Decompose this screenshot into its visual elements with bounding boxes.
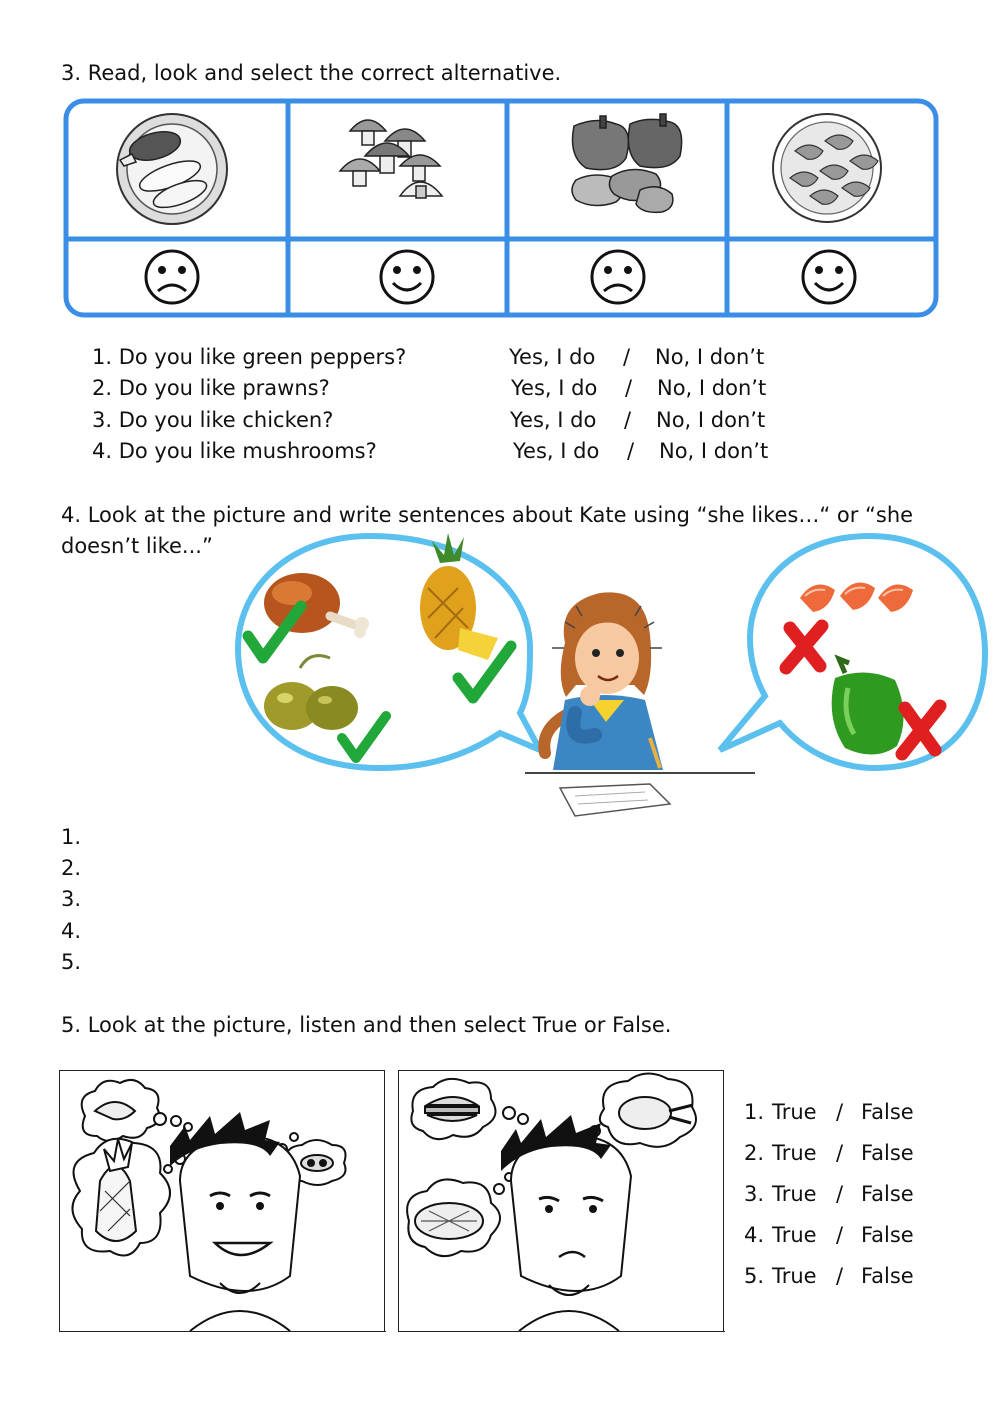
likes-speech-bubble xyxy=(238,536,540,768)
tf-false[interactable]: False xyxy=(861,1223,914,1247)
sad-face-icon xyxy=(592,251,644,303)
answer-separator: / xyxy=(624,408,632,432)
picture-underline xyxy=(398,1331,725,1332)
tf-number: 4. xyxy=(744,1223,765,1247)
prawns-icon xyxy=(800,583,913,612)
tf-true[interactable]: True xyxy=(772,1182,817,1206)
tf-false[interactable]: False xyxy=(861,1264,914,1288)
answer-separator: / xyxy=(627,439,635,463)
answer-number: 1. xyxy=(61,825,82,849)
tf-number: 3. xyxy=(744,1182,765,1206)
prawns-plate-icon xyxy=(773,114,881,222)
happy-boy-icon xyxy=(60,1071,384,1331)
tf-separator: / xyxy=(836,1264,844,1288)
question-text: 2. Do you like prawns? xyxy=(92,376,330,400)
tf-separator: / xyxy=(836,1141,844,1165)
tf-false[interactable]: False xyxy=(861,1141,914,1165)
tf-separator: / xyxy=(836,1182,844,1206)
answer-separator: / xyxy=(625,376,633,400)
answer-yes[interactable]: Yes, I do xyxy=(511,376,598,400)
peppers-icon xyxy=(572,114,682,212)
section4-heading-line2: doesn’t like...” xyxy=(61,534,213,558)
tf-true[interactable]: True xyxy=(772,1264,817,1288)
answer-separator: / xyxy=(623,345,631,369)
question-text: 1. Do you like green peppers? xyxy=(92,345,407,369)
tf-separator: / xyxy=(836,1100,844,1124)
happy-face-icon xyxy=(803,251,855,303)
question-text: 3. Do you like chicken? xyxy=(92,408,334,432)
food-face-grid xyxy=(60,96,944,322)
answer-number: 4. xyxy=(61,919,82,943)
happy-boy-picture xyxy=(59,1070,385,1332)
answer-no[interactable]: No, I don’t xyxy=(656,408,766,432)
kate-illustration xyxy=(230,528,990,823)
answer-yes[interactable]: Yes, I do xyxy=(513,439,600,463)
tf-separator: / xyxy=(836,1223,844,1247)
question-text: 4. Do you like mushrooms? xyxy=(92,439,377,463)
kate-girl-icon xyxy=(525,592,755,816)
mushrooms-icon xyxy=(340,120,442,198)
sad-boy-picture xyxy=(398,1070,724,1332)
section4-heading-line1: 4. Look at the picture and write sentences about Kate using “she likes…“ or “she xyxy=(61,503,914,527)
chicken-plate-icon xyxy=(117,114,227,224)
answer-yes[interactable]: Yes, I do xyxy=(510,408,597,432)
tf-true[interactable]: True xyxy=(772,1100,817,1124)
tf-number: 2. xyxy=(744,1141,765,1165)
answer-number: 3. xyxy=(61,887,82,911)
section5-heading: 5. Look at the picture, listen and then select True or False. xyxy=(61,1013,672,1037)
answer-yes[interactable]: Yes, I do xyxy=(509,345,596,369)
answer-number: 5. xyxy=(61,950,82,974)
sad-boy-icon xyxy=(399,1071,723,1331)
tf-false[interactable]: False xyxy=(861,1100,914,1124)
answer-no[interactable]: No, I don’t xyxy=(657,376,767,400)
happy-face-icon xyxy=(381,251,433,303)
tf-number: 5. xyxy=(744,1264,765,1288)
tf-true[interactable]: True xyxy=(772,1141,817,1165)
answer-no[interactable]: No, I don’t xyxy=(655,345,765,369)
answer-number: 2. xyxy=(61,856,82,880)
tf-false[interactable]: False xyxy=(861,1182,914,1206)
tf-true[interactable]: True xyxy=(772,1223,817,1247)
picture-underline xyxy=(59,1331,386,1332)
answer-no[interactable]: No, I don’t xyxy=(659,439,769,463)
sad-face-icon xyxy=(146,251,198,303)
section3-heading: 3. Read, look and select the correct alternative. xyxy=(61,61,562,85)
tf-number: 1. xyxy=(744,1100,765,1124)
